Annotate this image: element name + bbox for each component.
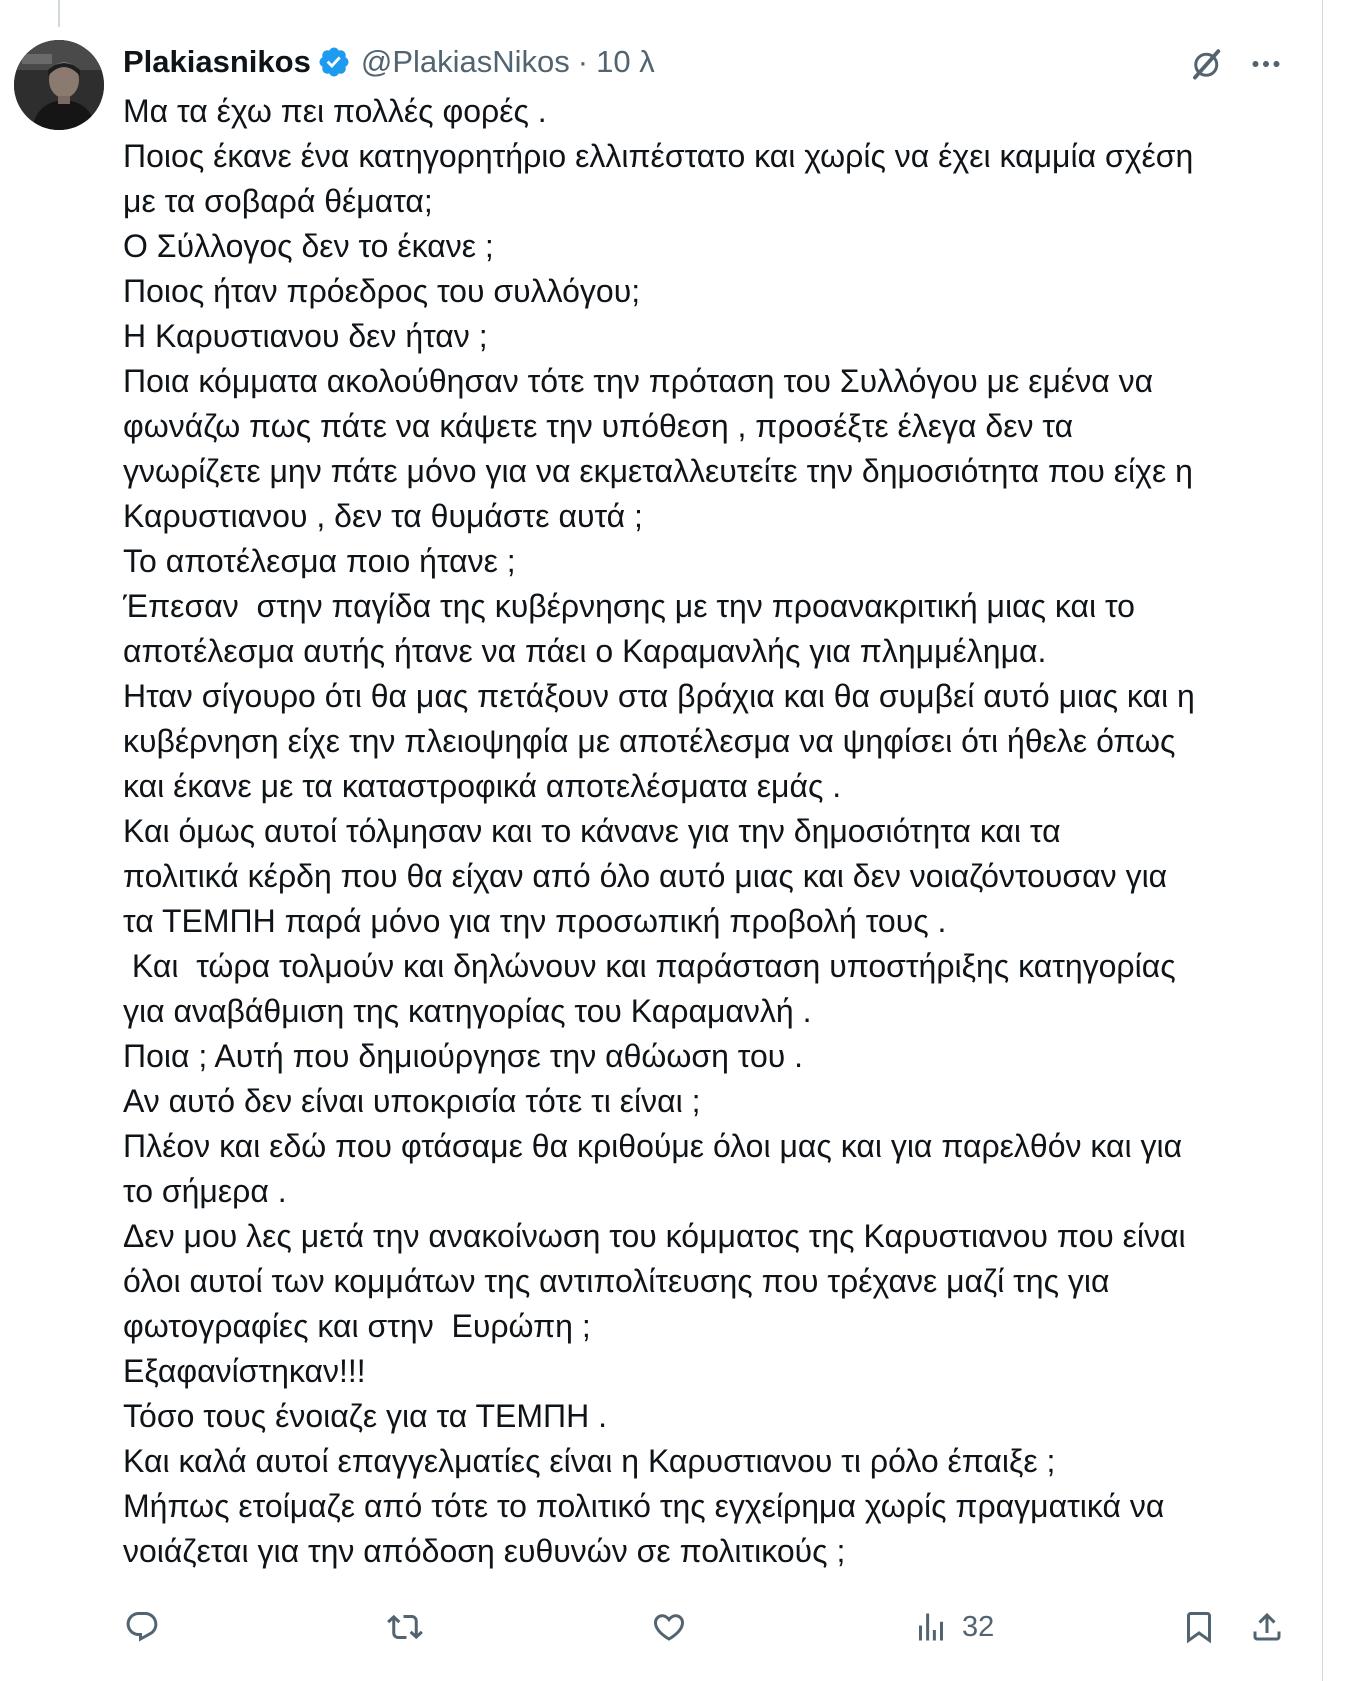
tweet-text-line: φωτογραφίες και στην Ευρώπη ; <box>123 1308 591 1344</box>
thread-connector-line <box>58 0 60 27</box>
tweet-text-line: Εξαφανίστηκαν!!! <box>123 1353 366 1389</box>
views-icon[interactable] <box>913 1609 949 1645</box>
tweet-text-line: Η Καρυστιανου δεν ήταν ; <box>123 318 488 354</box>
tweet-text-line: Τόσο τους ένοιαζε για τα ΤΕΜΠΗ . <box>123 1398 608 1434</box>
tweet-text-line: και έκανε με τα καταστροφικά αποτελέσματα εμάς . <box>123 768 842 804</box>
user-handle[interactable]: @PlakiasNikos <box>360 44 570 79</box>
tweet-text-line: φωνάζω πως πάτε να κάψετε την υπόθεση , προσέξτε έλεγα δεν τα <box>123 408 1074 444</box>
tweet-text-line: γνωρίζετε μην πάτε μόνο για να εκμεταλλευτείτε την δημοσιότητα που είχε η <box>123 453 1193 489</box>
tweet-text-line: Ηταν σίγουρο ότι θα μας πετάξουν στα βράχια και θα συμβεί αυτό μιας και η <box>123 678 1195 714</box>
verified-badge-icon[interactable] <box>317 45 351 79</box>
tweet-text-line: Και όμως αυτοί τόλμησαν και το κάνανε για την δημοσιότητα και τα <box>123 813 1061 849</box>
tweet-text-line: Ο Σύλλογος δεν το έκανε ; <box>123 228 494 264</box>
tweet-text <box>123 89 1308 1574</box>
share-icon[interactable] <box>1249 1609 1285 1645</box>
more-icon[interactable] <box>1248 46 1284 82</box>
tweet-text-line: Ποιος έκανε ένα κατηγορητήριο ελλιπέστατο και χωρίς να έχει καμμία σχέση <box>123 138 1194 174</box>
bookmark-icon[interactable] <box>1181 1609 1217 1645</box>
header-separator: · <box>577 44 589 79</box>
grok-icon[interactable] <box>1189 46 1225 82</box>
tweet-text-line: Έπεσαν στην παγίδα της κυβέρνησης με την προανακριτική μιας και το <box>123 588 1135 624</box>
tweet-timestamp[interactable]: 10 λ <box>596 44 655 79</box>
tweet-text-line: νοιάζεται για την απόδοση ευθυνών σε πολιτικούς ; <box>123 1533 846 1569</box>
tweet-text-line: Καρυστιανου , δεν τα θυμάστε αυτά ; <box>123 498 643 534</box>
tweet-text-line: Ποιος ήταν πρόεδρος του συλλόγου; <box>123 273 641 309</box>
tweet-text-line: Αν αυτό δεν είναι υποκρισία τότε τι είναι ; <box>123 1083 701 1119</box>
tweet-text-line: για αναβάθμιση της κατηγορίας του Καραμανλή . <box>123 993 812 1029</box>
views-count[interactable]: 32 <box>962 1611 995 1643</box>
tweet-text-line: πολιτικά κέρδη που θα είχαν από όλο αυτό μιας και δεν νοιαζόντουσαν για <box>123 858 1168 894</box>
avatar-photo-icon <box>14 40 104 130</box>
like-icon[interactable] <box>651 1609 687 1645</box>
tweet-text-line: Πλέον και εδώ που φτάσαμε θα κριθούμε όλοι μας και για παρελθόν και για <box>123 1128 1183 1164</box>
tweet-text-line: Και τώρα τολμούν και δηλώνουν και παράσταση υποστήριξης κατηγορίας <box>123 948 1176 984</box>
retweet-icon[interactable] <box>387 1609 423 1645</box>
tweet-text-line: κυβέρνηση είχε την πλειοψηφία με αποτέλεσμα να ψηφίσει ότι ήθελε όπως <box>123 723 1176 759</box>
reply-icon[interactable] <box>124 1609 160 1645</box>
tweet-text-line: Δεν μου λες μετά την ανακοίνωση του κόμματος της Καρυστιανου που είναι <box>123 1218 1186 1254</box>
tweet-text-line: Μήπως ετοίμαζε από τότε το πολιτικό της εγχείρημα χωρίς πραγματικά να <box>123 1488 1165 1524</box>
tweet-text-line: αποτέλεσμα αυτής ήτανε να πάει ο Καραμανλής για πλημμέλημα. <box>123 633 1047 669</box>
tweet-header <box>123 42 655 82</box>
tweet-text-line: Ποια κόμματα ακολούθησαν τότε την πρόταση του Συλλόγου με εμένα να <box>123 363 1154 399</box>
tweet-text-line: Και καλά αυτοί επαγγελματίες είναι η Καρυστιανου τι ρόλο έπαιξε ; <box>123 1443 1056 1479</box>
avatar[interactable] <box>14 40 104 130</box>
tweet-text-line: Το αποτέλεσμα ποιο ήτανε ; <box>123 543 516 579</box>
tweet-text-line: με τα σοβαρά θέματα; <box>123 183 433 219</box>
tweet-text-line: το σήμερα . <box>123 1173 287 1209</box>
tweet-text-line: τα ΤΕΜΠΗ παρά μόνο για την προσωπική προβολή τους . <box>123 903 947 939</box>
tweet-text-line: όλοι αυτοί των κομμάτων της αντιπολίτευσης που τρέχανε μαζί της για <box>123 1263 1110 1299</box>
tweet-text-line: Μα τα έχω πει πολλές φορές . <box>123 93 547 129</box>
tweet-text-line: Ποια ; Αυτή που δημιούργησε την αθώωση του . <box>123 1038 804 1074</box>
timeline-right-border <box>1322 0 1323 1681</box>
display-name[interactable]: Plakiasnikos <box>123 44 311 79</box>
